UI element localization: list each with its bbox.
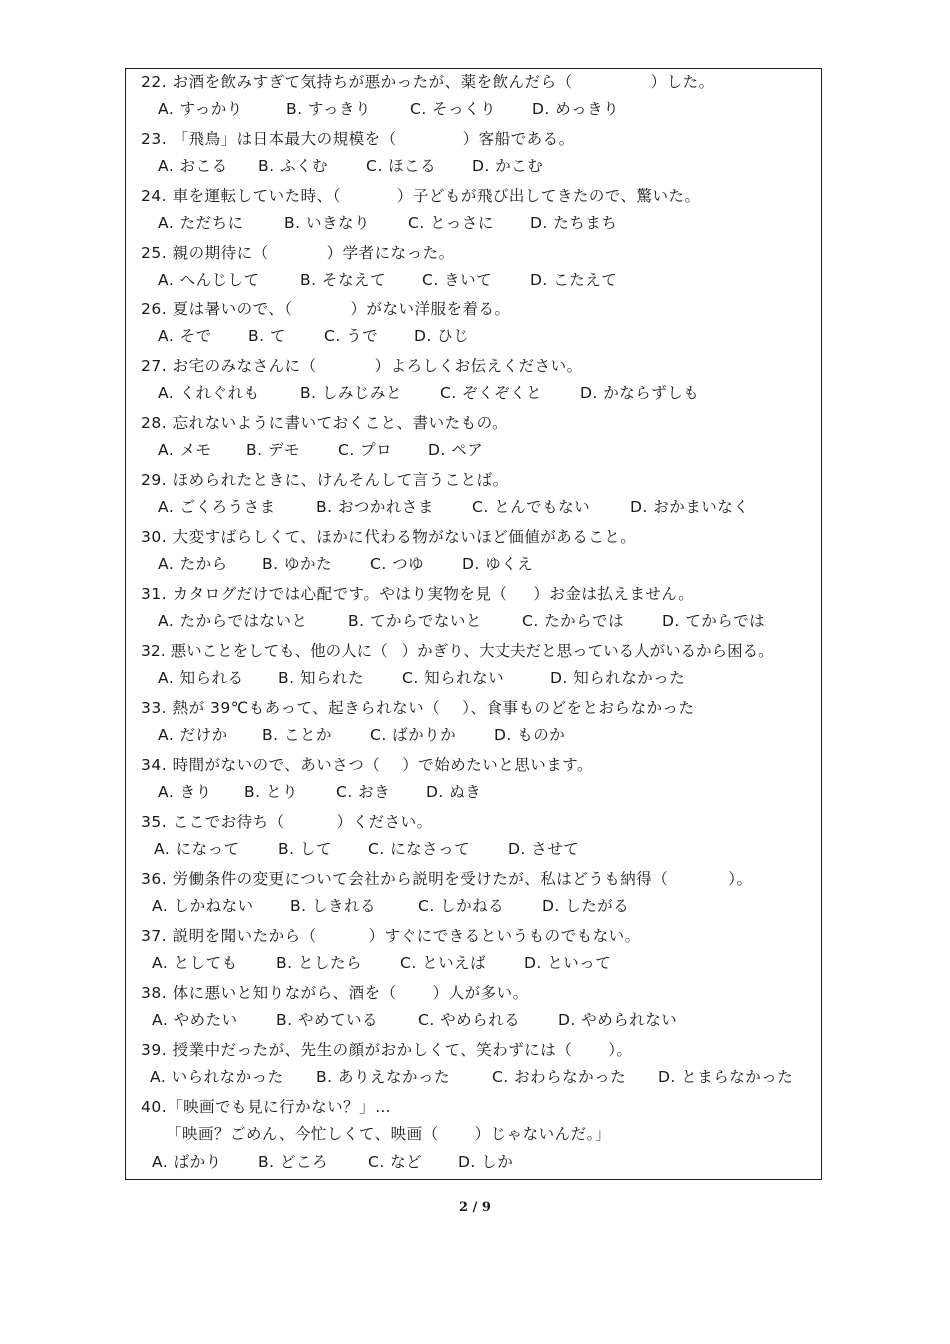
option-a: A. きり (158, 783, 212, 801)
option-a: A. おこる (158, 157, 228, 175)
option-c: C. ぞくぞくと (440, 384, 543, 402)
option-b: B. して (278, 840, 332, 858)
option-c: C. ばかりか (370, 726, 457, 744)
question-40: 40.「映画でも見に行かない？」… (141, 1098, 392, 1116)
option-c: C. とっさに (408, 214, 494, 232)
question-26: 26. 夏は暑いので、（ ）がない洋服を着る。 (141, 300, 511, 318)
option-a: A. としても (152, 954, 238, 972)
question-35: 35. ここでお待ち（ ）ください。 (141, 813, 433, 831)
question-28: 28. 忘れないように書いておくこと、書いたもの。 (141, 414, 508, 432)
option-d: D. といって (524, 954, 612, 972)
option-c: C. しかねる (418, 897, 505, 915)
option-d: D. しか (458, 1153, 514, 1171)
option-d: D. したがる (542, 897, 630, 915)
question-32: 32. 悪いことをしても、他の人に（ ）かぎり、大丈夫だと思っている人がいるから困る。 (141, 642, 774, 660)
option-d: D. やめられない (558, 1011, 678, 1029)
option-d: D. かならずしも (580, 384, 700, 402)
option-a: A. いられなかった (150, 1068, 284, 1086)
option-d: D. ゆくえ (462, 555, 534, 573)
option-c: C. おき (336, 783, 391, 801)
option-d: D. させて (508, 840, 580, 858)
option-c: C. 知られない (402, 669, 505, 687)
option-b: B. しみじみと (300, 384, 402, 402)
option-b: B. て (248, 327, 286, 345)
option-d: D. ペア (428, 441, 484, 459)
option-d: D. たちまち (530, 214, 618, 232)
option-d: D. めっきり (532, 100, 620, 118)
option-c: C. になさって (368, 840, 471, 858)
option-d: D. 知られなかった (550, 669, 686, 687)
option-c: C. など (368, 1153, 423, 1171)
option-b: B. デモ (246, 441, 300, 459)
question-29: 29. ほめられたときに、けんそんして言うことば。 (141, 471, 509, 489)
option-d: D. こたえて (530, 271, 618, 289)
option-a: A. になって (154, 840, 240, 858)
option-d: D. おかまいなく (630, 498, 750, 516)
question-27: 27. お宅のみなさんに（ ）よろしくお伝えください。 (141, 357, 583, 375)
option-c: C. ほこる (366, 157, 437, 175)
option-a: A. やめたい (152, 1011, 238, 1029)
question-24: 24. 車を運転していた時、（ ）子どもが飛び出してきたので、驚いた。 (141, 187, 701, 205)
question-23: 23. 「飛鳥」は日本最大の規模を（ ）客船である。 (141, 130, 575, 148)
option-b: B. そなえて (300, 271, 386, 289)
option-c: C. とんでもない (472, 498, 591, 516)
option-d: D. ぬき (426, 783, 482, 801)
option-a: A. すっかり (158, 100, 243, 118)
option-a: A. たから (158, 555, 228, 573)
option-a: A. しかねない (152, 897, 254, 915)
option-b: B. としたら (276, 954, 362, 972)
option-b: B. どころ (258, 1153, 328, 1171)
question-22: 22. お酒を飲みすぎて気持ちが悪かったが、薬を飲んだら（ ）した。 (141, 73, 715, 91)
option-b: B. ことか (262, 726, 332, 744)
option-b: B. すっきり (286, 100, 372, 118)
option-d: D. ものか (494, 726, 566, 744)
option-a: A. ただちに (158, 214, 244, 232)
option-c: C. おわらなかった (492, 1068, 627, 1086)
option-b: B. 知られた (278, 669, 364, 687)
option-c: C. そっくり (410, 100, 497, 118)
option-a: A. ごくろうさま (158, 498, 276, 516)
question-31: 31. カタログだけでは心配です。やはり実物を見（ ）お金は払えません。 (141, 585, 695, 603)
question-30: 30. 大変すばらしくて、ほかに代わる物がないほど価値があること。 (141, 528, 637, 546)
option-b: B. ありえなかった (316, 1068, 450, 1086)
option-a: A. メモ (158, 441, 212, 459)
question-34: 34. 時間がないので、あいさつ（ ）で始めたいと思います。 (141, 756, 594, 774)
question-25: 25. 親の期待に（ ）学者になった。 (141, 244, 455, 262)
option-c: C. きいて (422, 271, 493, 289)
option-c: C. うで (324, 327, 379, 345)
option-a: A. そで (158, 327, 212, 345)
question-37: 37. 説明を聞いたから（ ）すぐにできるというものでもない。 (141, 927, 641, 945)
option-b: B. しきれる (290, 897, 376, 915)
page-number: 2 / 9 (459, 1200, 491, 1215)
question-38: 38. 体に悪いと知りながら、酒を（ ）人が多い。 (141, 984, 529, 1002)
option-c: C. といえば (400, 954, 487, 972)
option-c: C. たからでは (522, 612, 625, 630)
option-a: A. だけか (158, 726, 228, 744)
option-b: B. ゆかた (262, 555, 332, 573)
option-d: D. かこむ (472, 157, 544, 175)
option-a: A. へんじして (158, 271, 260, 289)
option-d: D. ひじ (414, 327, 470, 345)
question-39: 39. 授業中だったが、先生の顔がおかしくて、笑わずには（ ）。 (141, 1041, 633, 1059)
option-a: A. 知られる (158, 669, 244, 687)
option-b: B. おつかれさま (316, 498, 434, 516)
option-a: A. ばかり (152, 1153, 222, 1171)
option-c: C. プロ (338, 441, 393, 459)
option-c: C. つゆ (370, 555, 425, 573)
option-a: A. たからではないと (158, 612, 308, 630)
option-b: B. てからでないと (348, 612, 482, 630)
option-b: B. とり (244, 783, 298, 801)
question-36: 36. 労働条件の変更について会社から説明を受けたが、私はどうも納得（ ）。 (141, 870, 753, 888)
option-d: D. てからでは (662, 612, 766, 630)
option-b: B. いきなり (284, 214, 370, 232)
option-c: C. やめられる (418, 1011, 521, 1029)
option-a: A. くれぐれも (158, 384, 260, 402)
option-b: B. ふくむ (258, 157, 328, 175)
option-d: D. とまらなかった (658, 1068, 794, 1086)
option-b: B. やめている (276, 1011, 378, 1029)
question-33: 33. 熱が 39℃もあって、起きられない（ ）、食事ものどをとおらなかった (141, 699, 695, 717)
question-40-line2: 「映画？ごめん、今忙しくて、映画（ ）じゃないんだ。」 (166, 1125, 611, 1143)
